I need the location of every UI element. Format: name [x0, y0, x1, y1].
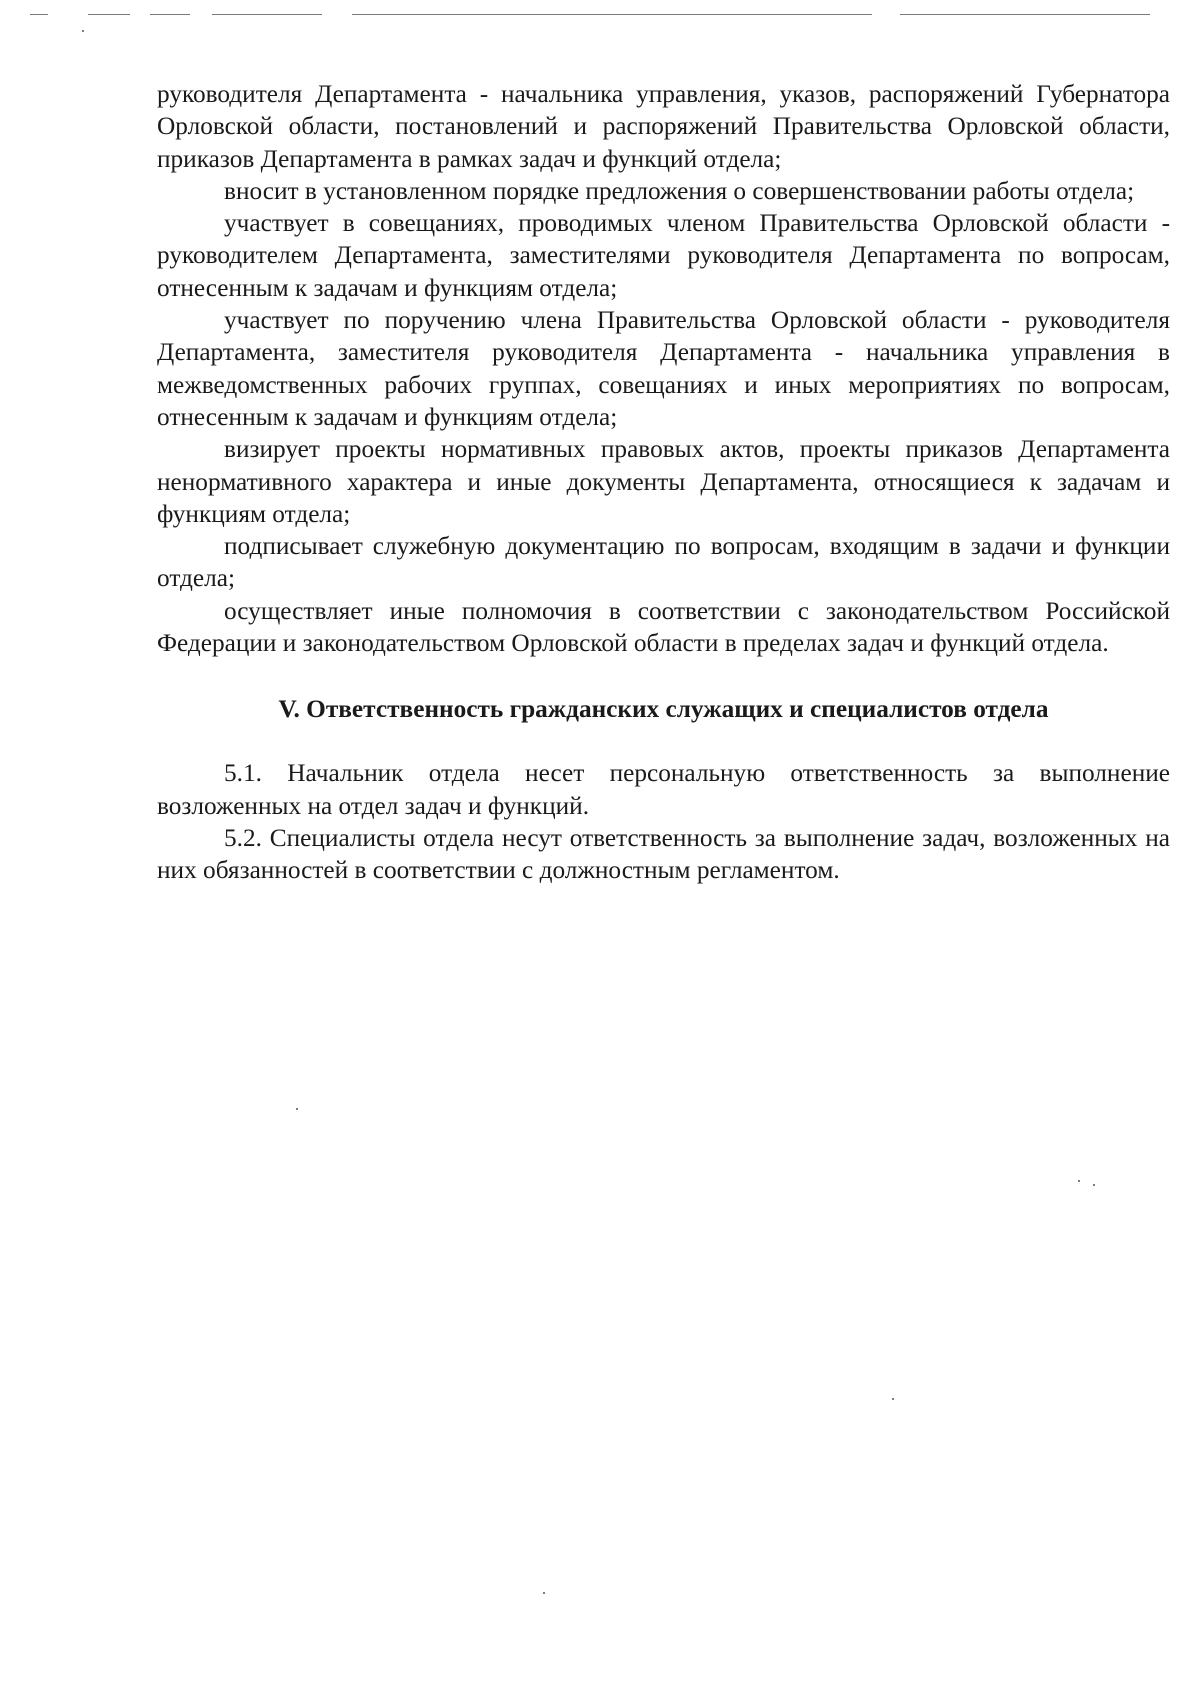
duty-paragraph: осуществляет иные полномочия в соответствии с законодательством Российской Федерации и законодательством Орловской области в пределах задач и функций отдела. — [157, 596, 1170, 658]
scan-line-artifact — [30, 14, 48, 15]
scan-line-artifact — [900, 14, 1150, 15]
duty-paragraph: участвует по поручению члена Правительства Орловской области - руководителя Департамента, заместителя руководителя Департамента - начальника управления в межведомственных рабочих группах, совещаниях и иных мероприятиях по вопросам, отнесенным к задачам и функциям отдела; — [157, 306, 1170, 431]
scan-speck — [892, 1398, 894, 1400]
scan-line-artifact — [88, 14, 130, 15]
duty-paragraph: участвует в совещаниях, проводимых членом Правительства Орловской области - руководителем Департамента, заместителями руководителя Департамента по вопросам, отнесенным к задачам и функциям отдела; — [157, 209, 1170, 302]
duty-paragraph: подписывает служебную документацию по вопросам, входящим в задачи и функции отдела; — [157, 532, 1170, 593]
scan-line-artifact — [212, 14, 322, 15]
document-body — [157, 78, 1170, 887]
scan-line-artifact — [352, 14, 872, 15]
scan-speck — [296, 1108, 298, 1110]
section-body — [157, 757, 1170, 886]
scan-speck — [543, 1592, 545, 1594]
scan-speck — [1093, 1184, 1095, 1186]
section-title: V. Ответственность гражданских служащих и специалистов отдела — [278, 695, 1049, 724]
section-item: 5.1. Начальник отдела несет персональную ответственность за выполнение возложенных на отдел задач и функций. — [157, 759, 1170, 820]
scan-speck — [1078, 1180, 1080, 1182]
intro-paragraph: руководителя Департамента - начальника управления, указов, распоряжений Губернатора Орловской области, постановлений и распоряжений Правительства Орловской области, приказов Департамента в рамках задач и функций отдела; — [157, 80, 1170, 173]
duty-paragraph: вносит в установленном порядке предложения о совершенствовании работы отдела; — [224, 176, 1135, 205]
scan-speck — [82, 30, 84, 32]
duty-paragraph: визирует проекты нормативных правовых актов, проекты приказов Департамента ненормативного характера и иные документы Департамента, относящиеся к задачам и функциям отдела; — [157, 435, 1170, 528]
section-item: 5.2. Специалисты отдела несут ответственность за выполнение задач, возложенных на них обязанностей в соответствии с должностным регламентом. — [157, 823, 1170, 885]
scan-line-artifact — [150, 14, 190, 15]
